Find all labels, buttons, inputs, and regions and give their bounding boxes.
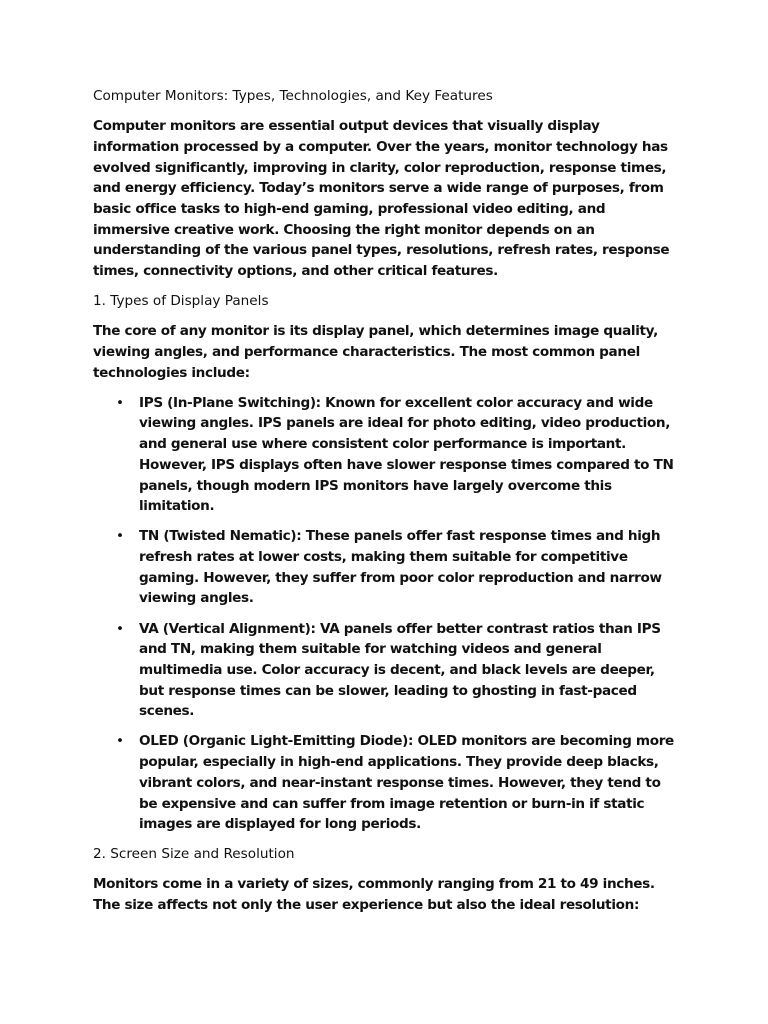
section-heading-size: 2. Screen Size and Resolution (93, 846, 295, 863)
panel-types-list (93, 393, 683, 835)
section-text-size: Monitors come in a variety of sizes, commonly ranging from 21 to 49 inches. The size affects not only the user experience but also the ideal resolution: (93, 876, 655, 914)
bullet-icon: • (116, 394, 125, 411)
list-item-text: TN (Twisted Nematic): These panels offer fast response times and high refresh rates at lower costs, making them suitable for competitive gaming. However, they suffer from poor color reproduction and narrow viewing angles. (139, 528, 662, 607)
list-item-text: OLED (Organic Light-Emitting Diode): OLED monitors are becoming more popular, especially in high-end applications. They provide deep blacks, vibrant colors, and near-instant response times. However, they tend to be expensive and can suffer from image retention or burn-in if static images are displayed for long periods. (139, 733, 674, 833)
bullet-icon: • (116, 733, 125, 750)
list-item-ips (93, 393, 683, 517)
list-item-text: IPS (In-Plane Switching): Known for excellent color accuracy and wide viewing angles. IPS panels are ideal for photo editing, video production, and general use where consistent color performance is important. However, IPS displays often have slower response times compared to TN panels, though modern IPS monitors have largely overcome this limitation. (139, 394, 674, 515)
intro-paragraph: Computer monitors are essential output devices that visually display information processed by a computer. Over the years, monitor technology has evolved significantly, improving in clarity, color reproduction, response times, and energy efficiency. Today’s monitors serve a wide range of purposes, from basic office tasks to high-end gaming, professional video editing, and immersive creative work. Choosing the right monitor depends on an understanding of the various panel types, resolutions, refresh rates, response times, connectivity options, and other critical features. (93, 118, 670, 280)
list-item-va (93, 619, 683, 723)
document-title: Computer Monitors: Types, Technologies, and Key Features (93, 88, 493, 104)
bullet-icon: • (116, 528, 125, 545)
list-item-oled (93, 731, 683, 835)
list-item-text: VA (Vertical Alignment): VA panels offer better contrast ratios than IPS and TN, making them suitable for watching videos and general multimedia use. Color accuracy is decent, and black levels are deeper, but response times can be slower, leading to ghosting in fast-paced scenes. (139, 620, 661, 720)
section-text-panels: The core of any monitor is its display panel, which determines image quality, viewing angles, and performance characteristics. The most common panel technologies include: (93, 323, 658, 381)
section-heading-panels: 1. Types of Display Panels (93, 293, 269, 310)
document-page (93, 86, 683, 925)
list-item-tn (93, 526, 683, 609)
bullet-icon: • (116, 620, 125, 637)
